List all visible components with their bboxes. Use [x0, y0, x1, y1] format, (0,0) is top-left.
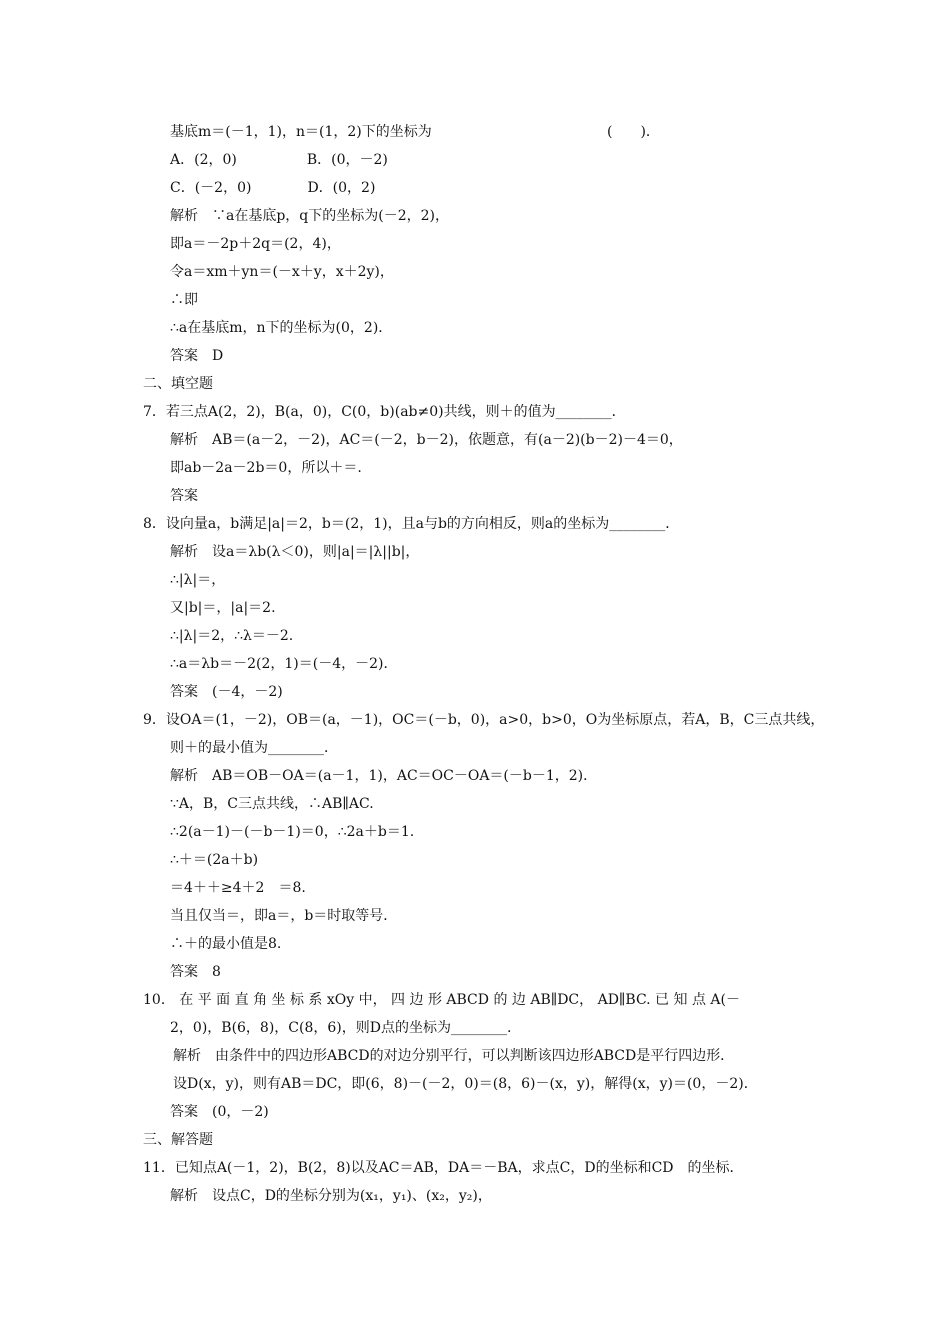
solution-line: 当且仅当＝，即a＝，b＝时取等号．: [170, 908, 398, 924]
solution-line: 解析 由条件中的四边形ABCD的对边分别平行，可以判断该四边形ABCD是平行四边形．: [173, 1048, 735, 1064]
answer-line: 答案: [170, 488, 198, 504]
solution-line: 解析 AB＝OB－OA＝(a－1，1)，AC＝OC－OA＝(－b－1，2)．: [170, 768, 598, 784]
solution-line: 解析 ∵a在基底p，q下的坐标为(－2，2)，: [170, 208, 450, 224]
solution-line: ∴＋的最小值是8.: [170, 936, 282, 952]
solution-line: ∴a在基底m，n下的坐标为(0，2)．: [170, 320, 393, 336]
answer-line: 答案 (0，－2): [170, 1104, 269, 1120]
answer-line: 答案 8: [170, 964, 221, 980]
solution-line: ∴2(a－1)－(－b－1)＝0，∴2a＋b＝1.: [170, 824, 415, 840]
solution-line: 即ab－2a－2b＝0，所以＋＝.: [170, 460, 362, 476]
solution-line: 即a＝－2p＋2q＝(2，4)，: [170, 236, 341, 252]
solution-line: 设D(x，y)，则有AB＝DC，即(6，8)－(－2，0)＝(8，6)－(x，y)，解得(x，y)＝(0，－2)．: [173, 1076, 758, 1092]
problem-10: 10． 在 平 面 直 角 坐 标 系 xOy 中， 四 边 形 ABCD 的 边 AB∥DC， AD∥BC. 已 知 点 A(－: [143, 992, 740, 1008]
problem-11: 11．已知点A(－1，2)，B(2，8)以及AC＝AB，DA＝－BA，求点C，D的坐标和CD 的坐标．: [143, 1160, 744, 1176]
choices-c-d: C．(－2，0) D．(0，2): [170, 180, 376, 196]
solution-line: ∴＋＝(2a＋b): [170, 852, 259, 868]
solution-line: ∵A，B，C三点共线，∴AB∥AC.: [170, 796, 374, 812]
problem-7: 7．若三点A(2，2)，B(a，0)，C(0，b)(ab≠0)共线，则＋的值为________．: [143, 404, 626, 420]
answer-line: 答案 (－4，－2): [170, 684, 283, 700]
section-heading: 三、解答题: [143, 1132, 213, 1148]
problem-6-continued: [170, 122, 660, 142]
solution-line: ∴|λ|＝，: [170, 572, 226, 588]
solution-line: ∴即: [170, 292, 198, 308]
answer-paren: ( )．: [607, 124, 660, 140]
line-text: 基底m＝(－1，1)，n＝(1，2)下的坐标为: [170, 124, 432, 140]
solution-line: ＝4＋＋≥4＋2 ＝8.: [170, 880, 306, 896]
solution-line: ∴|λ|＝2，∴λ＝－2.: [170, 628, 294, 644]
solution-line: 解析 设点C，D的坐标分别为(x₁，y₁)、(x₂，y₂)，: [170, 1188, 492, 1204]
solution-line: 解析 设a＝λb(λ＜0)，则|a|＝|λ||b|，: [170, 544, 420, 560]
problem-9-continued: 则＋的最小值为________．: [170, 740, 338, 756]
solution-line: 又|b|＝，|a|＝2.: [170, 600, 276, 616]
section-heading: 二、填空题: [143, 376, 213, 392]
solution-line: 解析 AB＝(a－2，－2)，AC＝(－2，b－2)，依题意，有(a－2)(b－2)－4＝0，: [170, 432, 683, 448]
solution-line: ∴a＝λb＝－2(2，1)＝(－4，－2)．: [170, 656, 398, 672]
answer-line: 答案 D: [170, 348, 224, 364]
problem-8: 8．设向量a，b满足|a|＝2，b＝(2，1)，且a与b的方向相反，则a的坐标为________．: [143, 516, 680, 532]
problem-10-continued: 2，0)，B(6，8)，C(8，6)，则D点的坐标为________.: [170, 1020, 512, 1036]
solution-line: 令a＝xm＋yn＝(－x＋y，x＋2y)，: [170, 264, 394, 280]
choices-a-b: A．(2，0) B．(0，－2): [170, 152, 388, 168]
problem-9: 9．设OA＝(1，－2)，OB＝(a，－1)，OC＝(－b，0)，a>0，b>0，O为坐标原点，若A，B，C三点共线，: [143, 712, 825, 728]
